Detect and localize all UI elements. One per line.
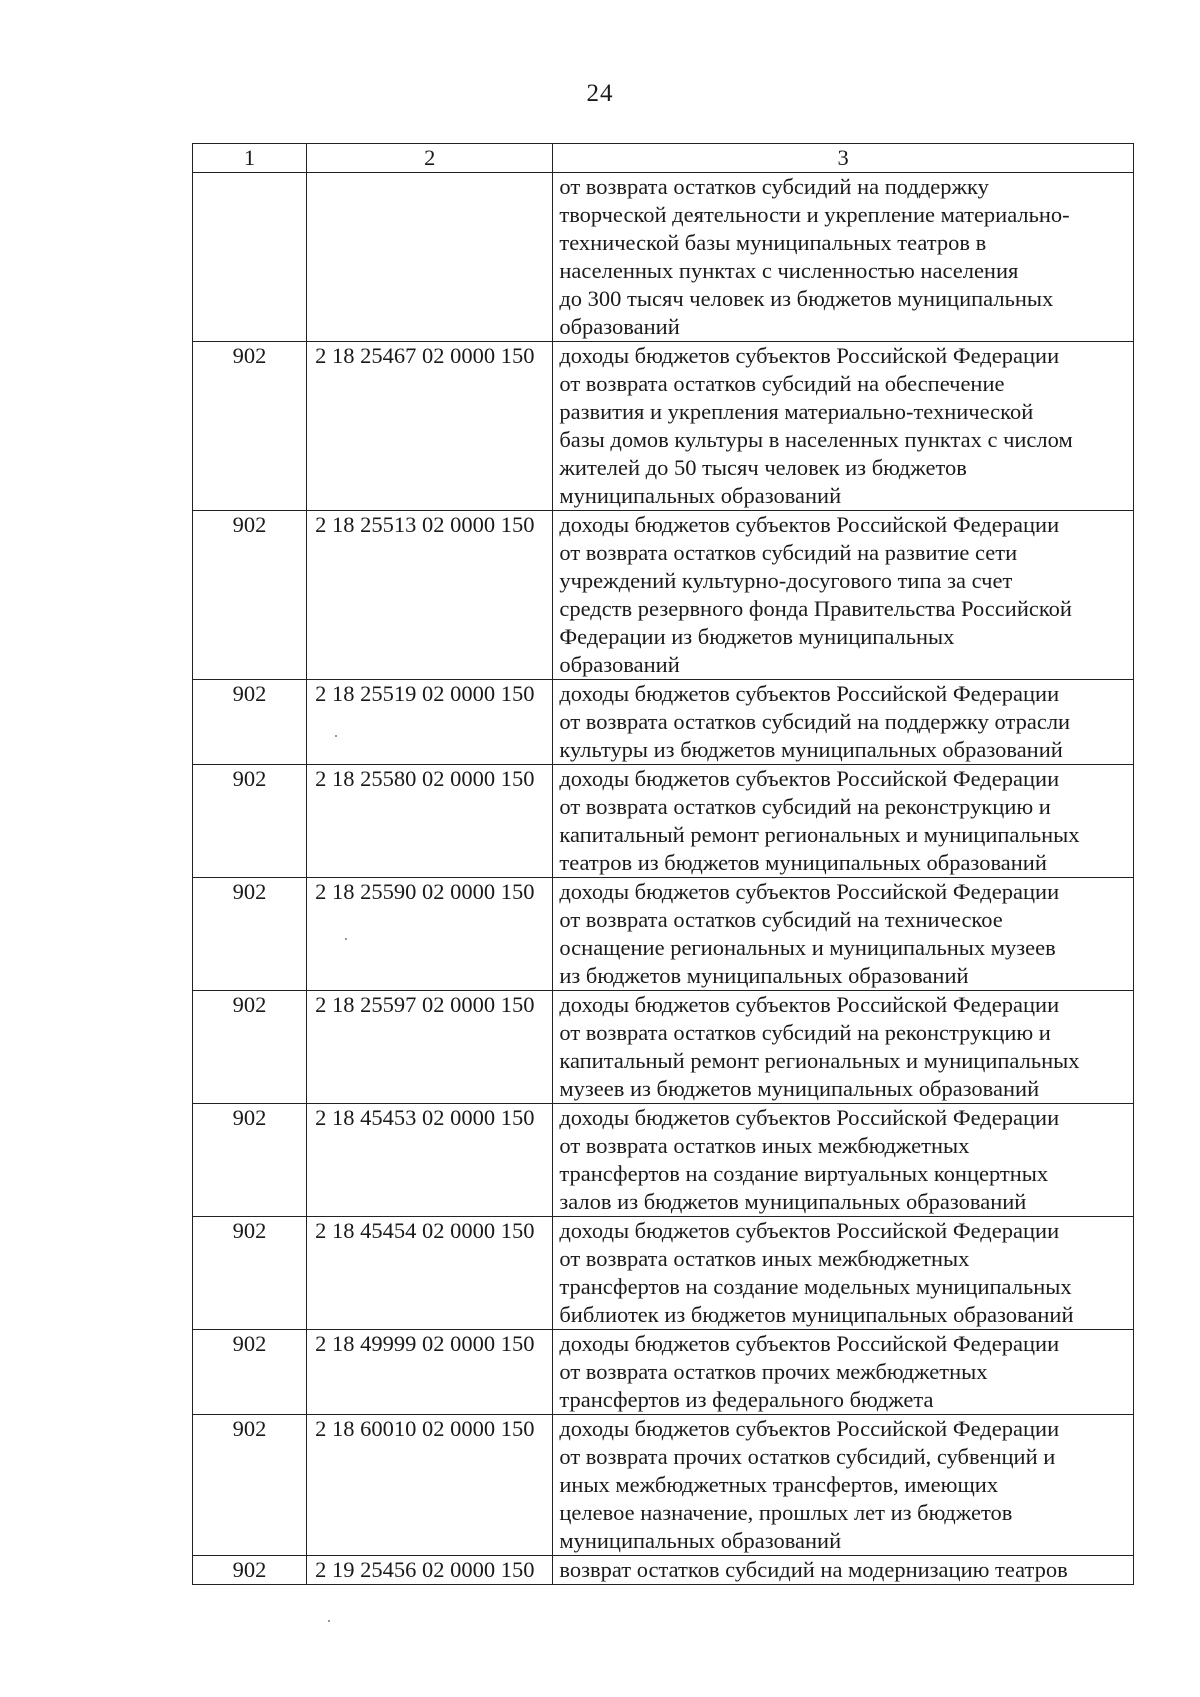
- admin-code-cell: 902: [193, 765, 307, 878]
- description-text: доходы бюджетов субъектов Российской Федерации от возврата остатков иных межбюджетных трансфертов на создание модельных муниципальных библиотек из бюджетов муниципальных образований: [559, 1218, 1074, 1327]
- admin-code-cell: 902: [193, 1217, 307, 1330]
- description-cell: [553, 878, 1134, 991]
- budget-code-text: 2 18 60010 02 0000 150: [315, 1416, 535, 1441]
- table-row: [193, 1556, 1134, 1585]
- admin-code-cell: 902: [193, 1415, 307, 1556]
- description-cell: [553, 680, 1134, 765]
- table-row: [193, 878, 1134, 991]
- description-text: доходы бюджетов субъектов Российской Федерации от возврата остатков субсидий на реконструкцию и капитальный ремонт региональных и муниципальных театров из бюджетов муниципальных образований: [559, 766, 1080, 875]
- scan-speck: [328, 1620, 330, 1622]
- budget-code-cell: [307, 342, 553, 511]
- table-row: [193, 1415, 1134, 1556]
- scan-speck: [335, 735, 337, 737]
- budget-code-cell: [307, 173, 553, 342]
- description-cell: [553, 342, 1134, 511]
- table-row: [193, 765, 1134, 878]
- description-text: от возврата остатков субсидий на поддержку творческой деятельности и укрепление материально- технической базы муниципальных театров в населенных пунктах с численностью населения до 300 тысяч человек из бюджетов муниципальных образований: [559, 174, 1070, 339]
- description-text: доходы бюджетов субъектов Российской Федерации от возврата остатков субсидий на реконструкцию и капитальный ремонт региональных и муниципальных музеев из бюджетов муниципальных образований: [559, 992, 1080, 1101]
- budget-code-cell: [307, 1104, 553, 1217]
- budget-code-text: 2 19 25456 02 0000 150: [315, 1557, 535, 1582]
- table-row: [193, 342, 1134, 511]
- budget-code-text: 2 18 25467 02 0000 150: [315, 343, 535, 368]
- budget-code-cell: [307, 680, 553, 765]
- admin-code-cell: 902: [193, 342, 307, 511]
- description-cell: [553, 1104, 1134, 1217]
- description-cell: [553, 991, 1134, 1104]
- description-cell: [553, 511, 1134, 680]
- budget-code-cell: [307, 1330, 553, 1415]
- column-header-1: 1: [193, 144, 307, 173]
- admin-code-cell: 902: [193, 1330, 307, 1415]
- budget-code-text: 2 18 25597 02 0000 150: [315, 992, 535, 1017]
- budget-code-text: 2 18 25580 02 0000 150: [315, 766, 535, 791]
- table-row: [193, 511, 1134, 680]
- budget-code-cell: [307, 511, 553, 680]
- description-cell: [553, 1556, 1134, 1585]
- table-header-row: [193, 144, 1134, 173]
- admin-code-cell: [193, 173, 307, 342]
- budget-code-text: 2 18 45454 02 0000 150: [315, 1218, 535, 1243]
- description-cell: [553, 1217, 1134, 1330]
- page-number: 24: [586, 80, 614, 107]
- budget-code-text: 2 18 25519 02 0000 150: [315, 681, 535, 706]
- admin-code-cell: 902: [193, 511, 307, 680]
- description-text: доходы бюджетов субъектов Российской Федерации от возврата остатков прочих межбюджетных трансфертов из федерального бюджета: [559, 1331, 1060, 1412]
- table-row: [193, 680, 1134, 765]
- table-row: [193, 1104, 1134, 1217]
- budget-code-text: 2 18 25590 02 0000 150: [315, 879, 535, 904]
- description-text: доходы бюджетов субъектов Российской Федерации от возврата остатков субсидий на техническое оснащение региональных и муниципальных музеев из бюджетов муниципальных образований: [559, 879, 1060, 988]
- admin-code-cell: 902: [193, 1556, 307, 1585]
- table-row: [193, 1330, 1134, 1415]
- admin-code-cell: 902: [193, 1104, 307, 1217]
- scan-speck: [345, 938, 347, 940]
- budget-code-text: 2 18 25513 02 0000 150: [315, 512, 535, 537]
- admin-code-cell: 902: [193, 878, 307, 991]
- budget-code-cell: [307, 1217, 553, 1330]
- budget-code-cell: [307, 1415, 553, 1556]
- admin-code-cell: 902: [193, 991, 307, 1104]
- description-text: доходы бюджетов субъектов Российской Федерации от возврата остатков иных межбюджетных трансфертов на создание виртуальных концертных залов из бюджетов муниципальных образований: [559, 1105, 1060, 1214]
- column-header-3: 3: [553, 144, 1134, 173]
- table-row: [193, 173, 1134, 342]
- table-row: [193, 991, 1134, 1104]
- budget-code-text: 2 18 49999 02 0000 150: [315, 1331, 535, 1356]
- description-cell: [553, 765, 1134, 878]
- description-text: доходы бюджетов субъектов Российской Федерации от возврата остатков субсидий на поддержку отрасли культуры из бюджетов муниципальных образований: [559, 681, 1071, 762]
- table-row: [193, 1217, 1134, 1330]
- description-text: возврат остатков субсидий на модернизацию театров: [559, 1557, 1068, 1582]
- description-text: доходы бюджетов субъектов Российской Федерации от возврата прочих остатков субсидий, субвенций и иных межбюджетных трансфертов, имеющих целевое назначение, прошлых лет из бюджетов муниципальных образований: [559, 1416, 1060, 1553]
- budget-codes-table: [192, 143, 1134, 1585]
- description-text: доходы бюджетов субъектов Российской Федерации от возврата остатков субсидий на обеспечение развития и укрепления материально-технической базы домов культуры в населенных пунктах с числом жителей до 50 тысяч человек из бюджетов муниципальных образований: [559, 343, 1073, 508]
- budget-code-cell: [307, 1556, 553, 1585]
- budget-code-cell: [307, 765, 553, 878]
- budget-code-cell: [307, 991, 553, 1104]
- description-cell: [553, 1415, 1134, 1556]
- budget-code-cell: [307, 878, 553, 991]
- column-header-2: 2: [307, 144, 553, 173]
- description-cell: [553, 1330, 1134, 1415]
- description-cell: [553, 173, 1134, 342]
- description-text: доходы бюджетов субъектов Российской Федерации от возврата остатков субсидий на развитие сети учреждений культурно-досугового типа за счет средств резервного фонда Правительства Российской Федерации из бюджетов муниципальных образований: [559, 512, 1072, 677]
- admin-code-cell: 902: [193, 680, 307, 765]
- budget-code-text: 2 18 45453 02 0000 150: [315, 1105, 535, 1130]
